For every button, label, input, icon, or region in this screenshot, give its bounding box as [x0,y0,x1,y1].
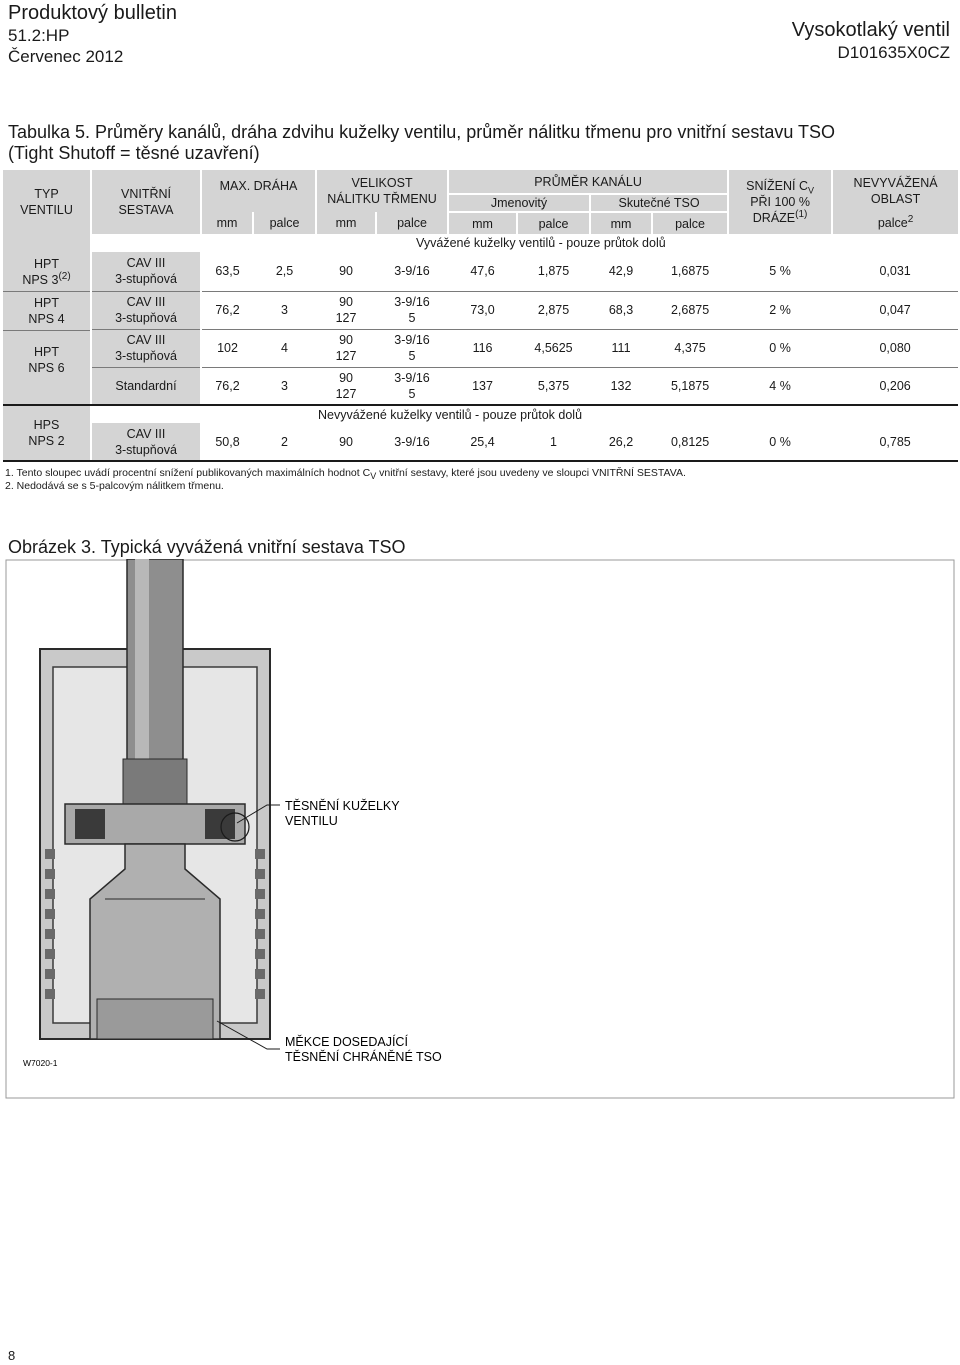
header-vnitrni-sestava: VNITŘNÍ SESTAVA [91,170,201,234]
unit-palce: palce [376,212,448,234]
cv-reduction: 0 % [728,329,832,367]
yoke-mm: 90 127 [316,329,376,367]
port-tso-in: 2,6875 [652,291,728,329]
port-tso-mm: 26,2 [590,423,652,461]
cv-reduction: 2 % [728,291,832,329]
unit-mm: mm [316,212,376,234]
trim-cell: CAV III 3-stupňová [91,291,201,329]
typ-cell-group [3,234,91,405]
typ-hpt-nps6: HPT NPS 6 [28,344,65,375]
unbalanced-area: 0,206 [832,367,958,405]
port-tso-in: 4,375 [652,329,728,367]
port-nominal-in: 4,5625 [517,329,590,367]
trim-cell: CAV III 3-stupňová [91,329,201,367]
figure-title: Obrázek 3. Typická vyvážená vnitřní sestava TSO [8,537,406,557]
unbalanced-area: 0,080 [832,329,958,367]
callout-soft-seat: MĚKCE DOSEDAJÍCÍ TĚSNĚNÍ CHRÁNĚNÉ TSO [285,1035,442,1064]
unit-mm: mm [201,212,253,234]
yoke-in: 3-9/16 5 [376,291,448,329]
port-tso-mm: 68,3 [590,291,652,329]
valve-stem [123,559,187,819]
port-tso-in: 1,6875 [652,252,728,291]
cv-reduction: 0 % [728,423,832,461]
port-tso-mm: 111 [590,329,652,367]
port-nominal-mm: 137 [448,367,517,405]
yoke-in: 3-9/16 [376,252,448,291]
port-nominal-in: 1,875 [517,252,590,291]
bulletin-title: Produktový bulletin [8,2,177,24]
trim-cell: Standardní [91,367,201,405]
header-max-draha: MAX. DRÁHA [201,170,316,212]
port-nominal-in: 2,875 [517,291,590,329]
trim-cell: CAV III 3-stupňová [91,423,201,461]
unbalanced-area: 0,785 [832,423,958,461]
travel-in: 3 [253,291,316,329]
yoke-in: 3-9/16 5 [376,367,448,405]
port-nominal-in: 5,375 [517,367,590,405]
unbalanced-area: 0,031 [832,252,958,291]
section-unbalanced: Nevyvážené kuželky ventilů - pouze průtok dolů [318,407,583,422]
port-tso-in: 0,8125 [652,423,728,461]
port-nominal-mm: 25,4 [448,423,517,461]
unit-palce: palce [253,212,316,234]
trim-cell: CAV III 3-stupňová [91,252,201,291]
yoke-in: 3-9/16 5 [376,329,448,367]
unbalanced-area: 0,047 [832,291,958,329]
travel-in: 3 [253,367,316,405]
unit-mm: mm [448,212,517,234]
header-velikost-nalitku: VELIKOST NÁLITKU TŘMENU [316,170,448,212]
unit-palce: palce [517,212,590,234]
footnote-2: 2. Nedodává se s 5-palcovým nálitkem třmenu. [5,480,224,492]
unit-mm: mm [590,212,652,234]
section-balanced: Vyvážené kuželky ventilů - pouze průtok dolů [416,236,666,250]
table-title: Tabulka 5. Průměry kanálů, dráha zdvihu kuželky ventilu, průměr nálitku třmenu pro vnitřní sestavu TSO (Tight Shutoff = těsné uzavření) [8,122,836,163]
bulletin-number: 51.2:HP [8,26,70,45]
port-tso-mm: 42,9 [590,252,652,291]
port-tso-mm: 132 [590,367,652,405]
bulletin-date: Červenec 2012 [8,47,124,66]
unit-palce-sq: palce$^2$ [832,212,958,234]
port-nominal-in: 1 [517,423,590,461]
yoke-mm: 90 127 [316,291,376,329]
plug-seal-area [65,804,249,844]
header-typ-ventilu: TYP VENTILU [3,170,91,234]
cv-reduction: 5 % [728,252,832,291]
travel-mm: 76,2 [201,291,253,329]
header-skutecne-tso: Skutečné TSO [590,194,728,212]
travel-mm: 76,2 [201,367,253,405]
trim-assembly-drawing [5,559,955,1099]
travel-in: 4 [253,329,316,367]
travel-mm: 63,5 [201,252,253,291]
travel-in: 2,5 [253,252,316,291]
yoke-mm: 90 [316,423,376,461]
product-name: Vysokotlaký ventil [791,19,950,41]
cv-reduction: 4 % [728,367,832,405]
travel-mm: 102 [201,329,253,367]
document-header-right [792,19,950,63]
page-number: 8 [8,1348,16,1363]
drawing-id: W7020-1 [23,1058,58,1068]
spec-table [3,170,958,462]
document-header-left [8,2,177,67]
typ-hps-nps2: HPS NPS 2 [3,405,91,461]
port-nominal-mm: 47,6 [448,252,517,291]
port-nominal-mm: 73,0 [448,291,517,329]
yoke-in: 3-9/16 [376,423,448,461]
header-prumer-kanalu: PRŮMĚR KANÁLU [448,170,728,194]
callout-plug-seal: TĚSNĚNÍ KUŽELKY VENTILU [285,799,400,828]
footnote-1: 1. Tento sloupec uvádí procentní snížení publikovaných maximálních hodnot CV vnitřní sestavy, které jsou uvedeny ve sloupci VNITŘNÍ SESTAVA. [5,467,686,482]
header-nevyvazena-oblast: NEVYVÁŽENÁ OBLAST [832,170,958,212]
typ-hpt-nps3: HPT NPS 3$^{(2)}$ [3,252,90,292]
yoke-mm: 90 [316,252,376,291]
document-code: D101635X0CZ [837,43,950,62]
port-nominal-mm: 116 [448,329,517,367]
header-snizeni-cv: SNÍŽENÍ $C_V$ PŘI 100 % DRÁZE$^{(1)}$ [728,170,832,234]
travel-mm: 50,8 [201,423,253,461]
travel-in: 2 [253,423,316,461]
typ-hpt-nps4: HPT NPS 4 [3,292,90,331]
yoke-mm: 90 127 [316,367,376,405]
port-tso-in: 5,1875 [652,367,728,405]
header-jmenovity: Jmenovitý [448,194,590,212]
unit-palce: palce [652,212,728,234]
